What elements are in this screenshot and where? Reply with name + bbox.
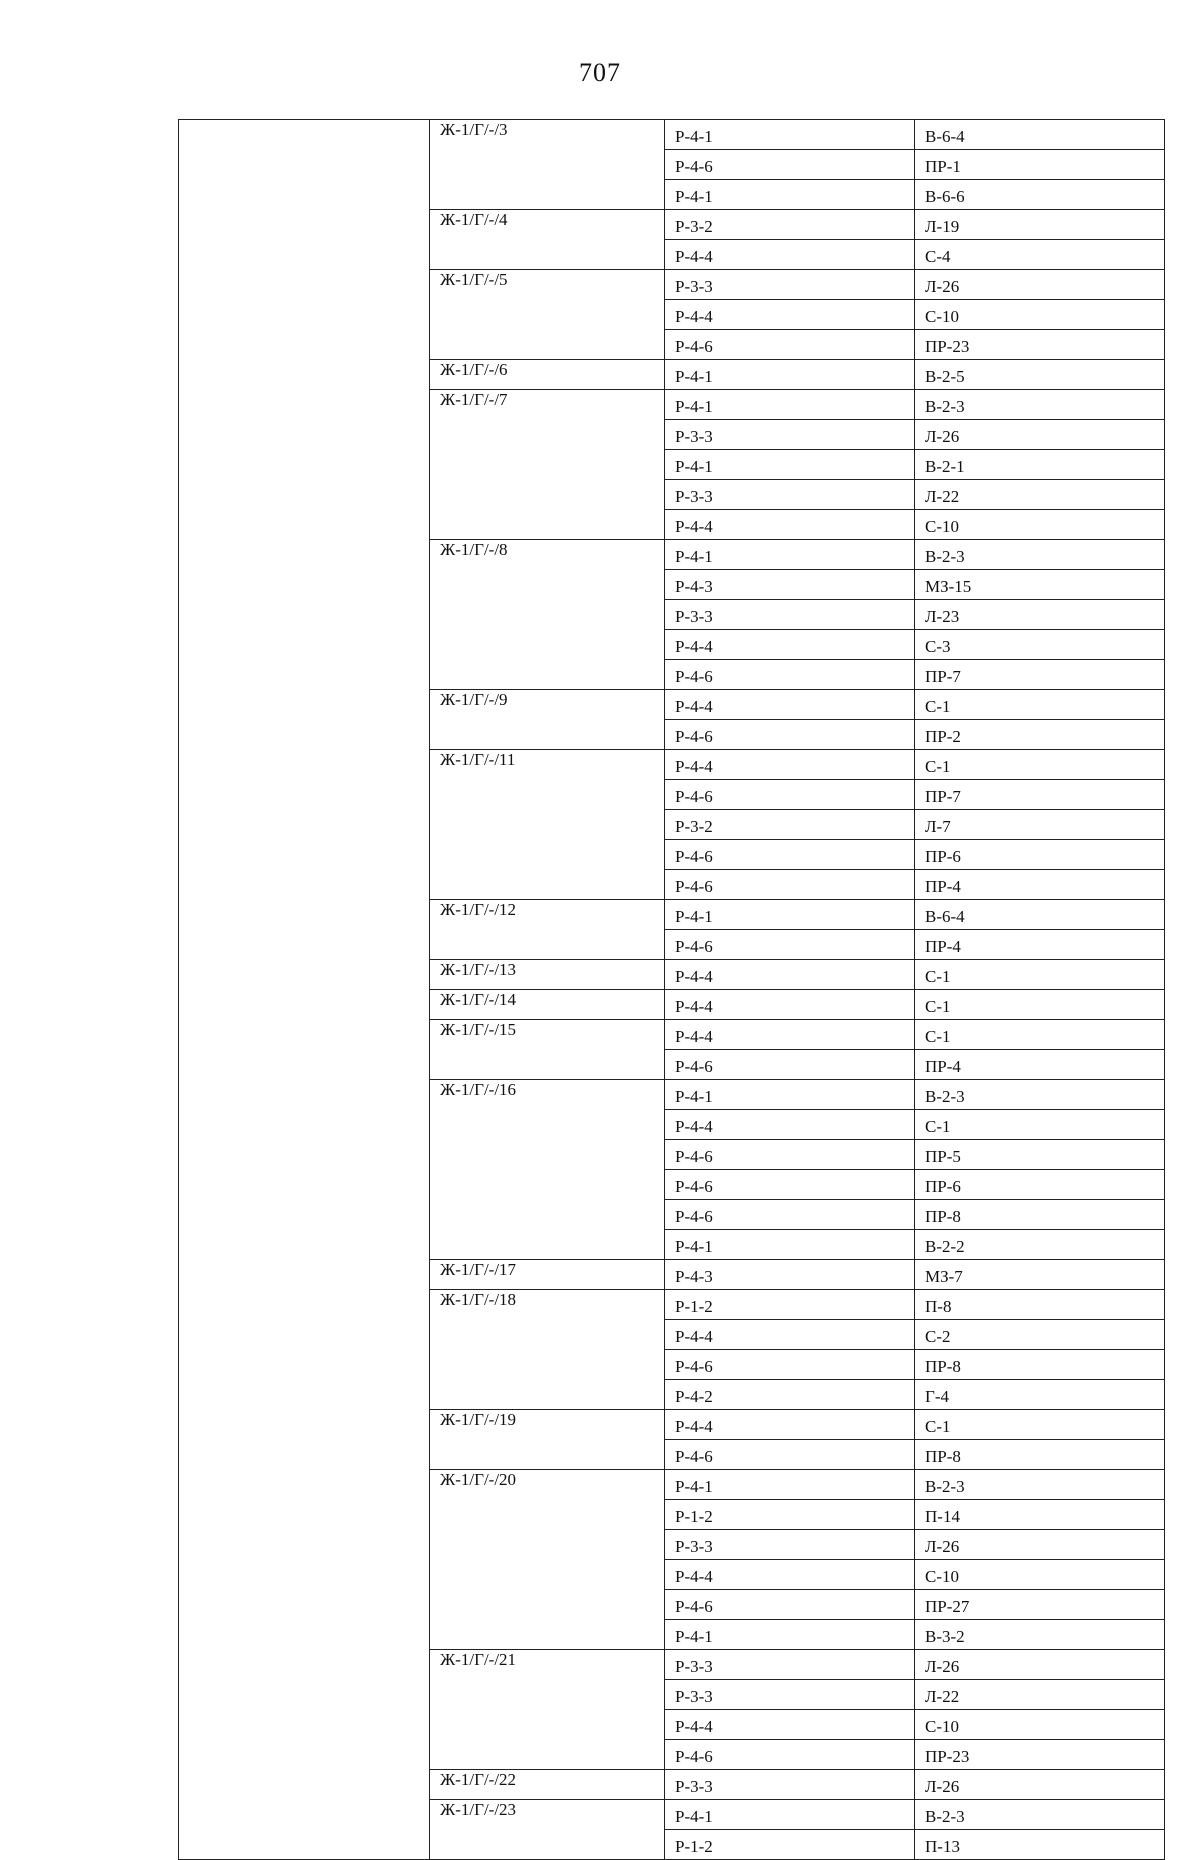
value-cell: Л-26 [915,1530,1165,1560]
code-cell: Р-3-3 [665,1680,915,1710]
code-cell: Р-1-2 [665,1830,915,1860]
group-label: Ж-1/Г/-/16 [430,1080,665,1260]
value-cell: Л-22 [915,1680,1165,1710]
code-cell: Р-4-1 [665,1230,915,1260]
table-row [179,120,1165,150]
value-cell: В-2-3 [915,1080,1165,1110]
group-label: Ж-1/Г/-/18 [430,1290,665,1410]
code-cell: Р-4-4 [665,1710,915,1740]
data-table-container [178,119,1164,1860]
value-cell: ПР-4 [915,930,1165,960]
code-cell: Р-4-1 [665,180,915,210]
value-cell: В-6-4 [915,900,1165,930]
group-label: Ж-1/Г/-/4 [430,210,665,270]
value-cell: С-1 [915,1110,1165,1140]
value-cell: С-10 [915,1710,1165,1740]
code-cell: Р-4-4 [665,300,915,330]
value-cell: В-2-1 [915,450,1165,480]
value-cell: Л-26 [915,270,1165,300]
value-cell: ПР-4 [915,870,1165,900]
code-cell: Р-4-1 [665,120,915,150]
value-cell: С-1 [915,1410,1165,1440]
code-cell: Р-4-6 [665,150,915,180]
code-cell: Р-1-2 [665,1500,915,1530]
value-cell: С-4 [915,240,1165,270]
group-label: Ж-1/Г/-/14 [430,990,665,1020]
value-cell: Л-19 [915,210,1165,240]
code-cell: Р-4-1 [665,360,915,390]
value-cell: П-14 [915,1500,1165,1530]
code-cell: Р-4-4 [665,1320,915,1350]
group-label: Ж-1/Г/-/13 [430,960,665,990]
group-label: Ж-1/Г/-/15 [430,1020,665,1080]
code-cell: Р-3-3 [665,1530,915,1560]
value-cell: С-2 [915,1320,1165,1350]
code-cell: Р-4-1 [665,1080,915,1110]
code-cell: Р-4-4 [665,690,915,720]
value-cell: ПР-5 [915,1140,1165,1170]
code-cell: Р-4-6 [665,1170,915,1200]
empty-first-column [179,120,430,1860]
group-label: Ж-1/Г/-/17 [430,1260,665,1290]
value-cell: Л-22 [915,480,1165,510]
group-label: Ж-1/Г/-/23 [430,1800,665,1860]
value-cell: Л-23 [915,600,1165,630]
code-cell: Р-4-4 [665,750,915,780]
code-cell: Р-4-3 [665,570,915,600]
value-cell: В-2-3 [915,1800,1165,1830]
code-cell: Р-3-3 [665,420,915,450]
value-cell: Л-26 [915,420,1165,450]
value-cell: МЗ-7 [915,1260,1165,1290]
value-cell: С-1 [915,750,1165,780]
group-label: Ж-1/Г/-/22 [430,1770,665,1800]
value-cell: С-1 [915,990,1165,1020]
code-cell: Р-4-4 [665,1110,915,1140]
code-cell: Р-4-6 [665,870,915,900]
code-cell: Р-4-6 [665,930,915,960]
value-cell: ПР-8 [915,1200,1165,1230]
page-number: 707 [579,58,621,87]
code-cell: Р-4-6 [665,1200,915,1230]
group-label: Ж-1/Г/-/12 [430,900,665,960]
code-cell: Р-4-1 [665,900,915,930]
code-cell: Р-4-6 [665,1440,915,1470]
value-cell: ПР-1 [915,150,1165,180]
value-cell: В-2-3 [915,390,1165,420]
group-label: Ж-1/Г/-/6 [430,360,665,390]
value-cell: ПР-23 [915,330,1165,360]
value-cell: В-2-3 [915,540,1165,570]
code-cell: Р-4-6 [665,330,915,360]
group-label: Ж-1/Г/-/20 [430,1470,665,1650]
code-cell: Р-1-2 [665,1290,915,1320]
group-label: Ж-1/Г/-/3 [430,120,665,210]
code-cell: Р-4-4 [665,1560,915,1590]
code-cell: Р-3-2 [665,210,915,240]
value-cell: ПР-8 [915,1350,1165,1380]
value-cell: В-2-2 [915,1230,1165,1260]
code-cell: Р-4-1 [665,1470,915,1500]
group-label: Ж-1/Г/-/9 [430,690,665,750]
value-cell: С-10 [915,510,1165,540]
code-cell: Р-4-1 [665,450,915,480]
table-body [179,120,1165,1860]
value-cell: ПР-6 [915,840,1165,870]
code-cell: Р-4-6 [665,1350,915,1380]
value-cell: Л-26 [915,1770,1165,1800]
code-cell: Р-4-6 [665,1140,915,1170]
value-cell: С-10 [915,300,1165,330]
code-cell: Р-4-4 [665,990,915,1020]
value-cell: ПР-23 [915,1740,1165,1770]
value-cell: С-1 [915,960,1165,990]
group-label: Ж-1/Г/-/21 [430,1650,665,1770]
value-cell: Л-26 [915,1650,1165,1680]
value-cell: ПР-8 [915,1440,1165,1470]
code-cell: Р-3-3 [665,1650,915,1680]
code-cell: Р-3-3 [665,1770,915,1800]
value-cell: ПР-2 [915,720,1165,750]
code-cell: Р-4-6 [665,720,915,750]
code-cell: Р-3-3 [665,480,915,510]
code-cell: Р-4-4 [665,960,915,990]
code-cell: Р-3-3 [665,270,915,300]
value-cell: В-3-2 [915,1620,1165,1650]
value-cell: П-13 [915,1830,1165,1860]
code-cell: Р-4-1 [665,1800,915,1830]
value-cell: С-3 [915,630,1165,660]
value-cell: ПР-4 [915,1050,1165,1080]
value-cell: П-8 [915,1290,1165,1320]
group-label: Ж-1/Г/-/5 [430,270,665,360]
group-label: Ж-1/Г/-/11 [430,750,665,900]
value-cell: ПР-27 [915,1590,1165,1620]
value-cell: Г-4 [915,1380,1165,1410]
code-cell: Р-4-6 [665,1050,915,1080]
code-cell: Р-4-6 [665,780,915,810]
value-cell: МЗ-15 [915,570,1165,600]
code-cell: Р-4-6 [665,840,915,870]
value-cell: С-1 [915,690,1165,720]
code-cell: Р-4-1 [665,1620,915,1650]
code-cell: Р-4-3 [665,1260,915,1290]
code-cell: Р-4-4 [665,1020,915,1050]
value-cell: В-2-3 [915,1470,1165,1500]
code-cell: Р-4-4 [665,510,915,540]
value-cell: ПР-6 [915,1170,1165,1200]
group-label: Ж-1/Г/-/8 [430,540,665,690]
code-cell: Р-4-6 [665,1590,915,1620]
value-cell: Л-7 [915,810,1165,840]
code-cell: Р-4-1 [665,540,915,570]
value-cell: С-10 [915,1560,1165,1590]
value-cell: В-6-4 [915,120,1165,150]
code-cell: Р-3-3 [665,600,915,630]
value-cell: В-6-6 [915,180,1165,210]
group-label: Ж-1/Г/-/7 [430,390,665,540]
code-cell: Р-4-4 [665,240,915,270]
group-label: Ж-1/Г/-/19 [430,1410,665,1470]
value-cell: ПР-7 [915,660,1165,690]
code-cell: Р-4-4 [665,630,915,660]
code-cell: Р-3-2 [665,810,915,840]
data-table [178,119,1165,1860]
value-cell: ПР-7 [915,780,1165,810]
code-cell: Р-4-1 [665,390,915,420]
code-cell: Р-4-2 [665,1380,915,1410]
value-cell: В-2-5 [915,360,1165,390]
code-cell: Р-4-6 [665,660,915,690]
value-cell: С-1 [915,1020,1165,1050]
code-cell: Р-4-4 [665,1410,915,1440]
code-cell: Р-4-6 [665,1740,915,1770]
